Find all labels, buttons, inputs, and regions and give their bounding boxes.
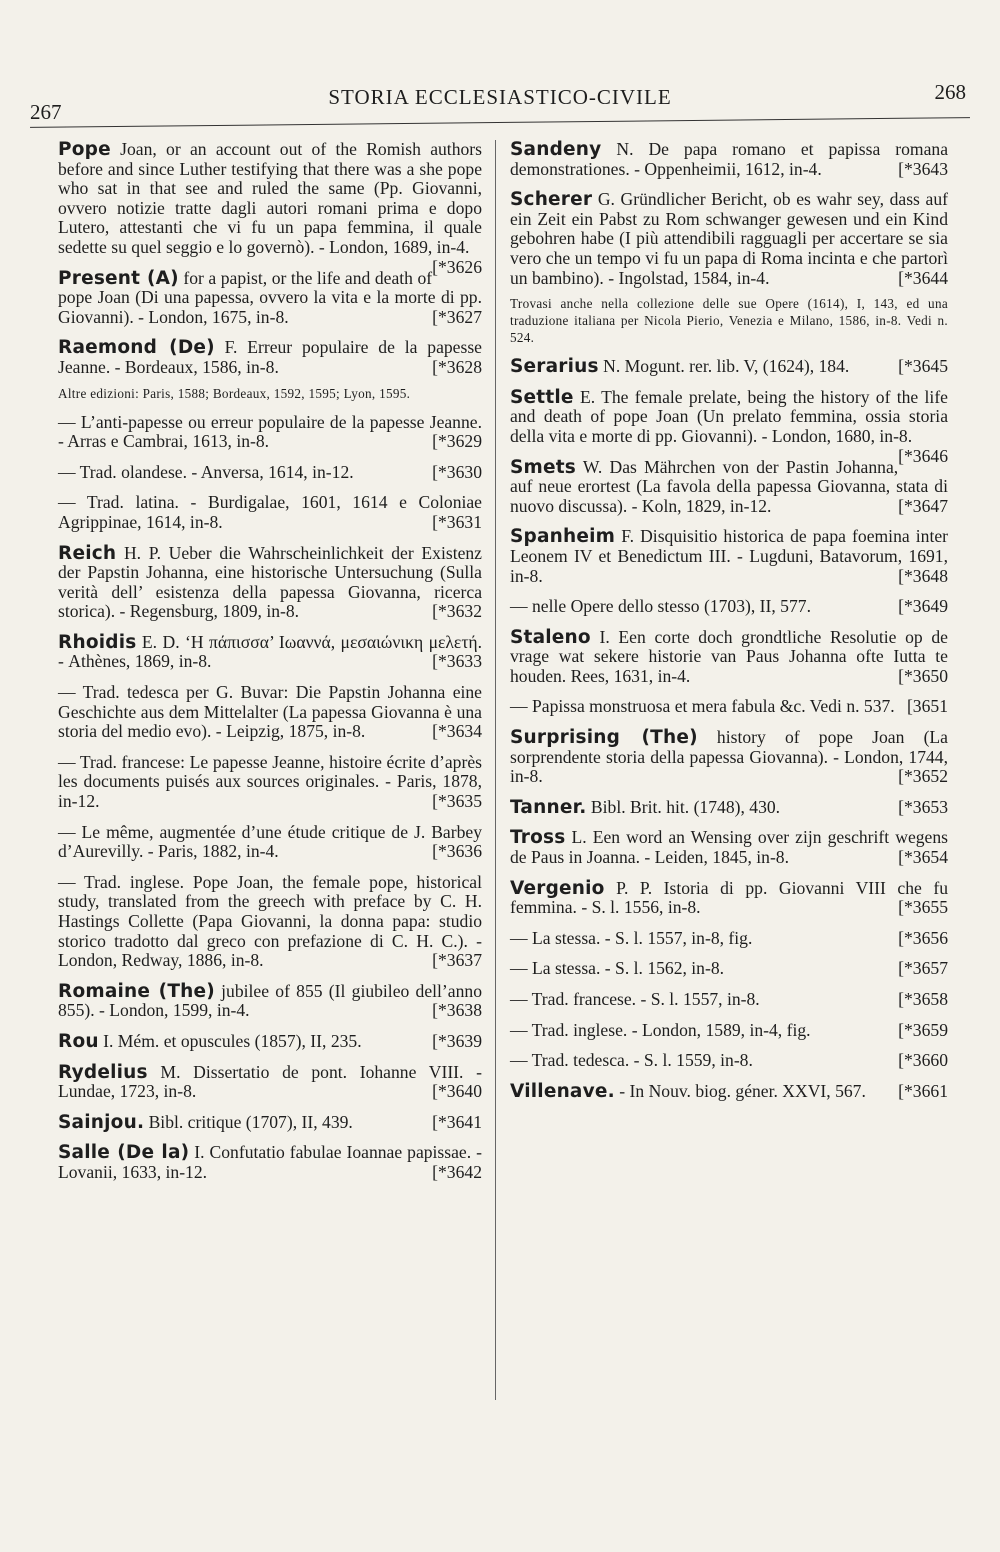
bibliography-entry	[510, 597, 948, 617]
entry-text: Bibl. Brit. hit. (1748), 430.	[586, 796, 781, 817]
entry-text: W. Das Mährchen von der Pastin Johanna, auf neue erortest (La favola della papessa Giovanna, stata di nuovo discussa). - Koln, 1829, in-12.	[510, 456, 948, 516]
entry-text: H. P. Ueber die Wahrscheinlichkeit der Existenz der Papstin Johanna, eine historische Untersuchung (Sulla verità dell’ esistenza della papessa Giovanna, ricerca storica). - Regensburg, 1809, in-8.	[58, 542, 482, 622]
entry-text: — Trad. tedesca. - S. l. 1559, in-8.	[510, 1050, 753, 1071]
entry-text: E. The female prelate, being the history of the life and death of pope Joan (Un prelato femmina, ossia storia della vita e morte di pp. Giovanni). - London, 1680, in-8.	[510, 386, 948, 446]
entry-number: [*3653	[898, 796, 948, 817]
entry-author: Staleno	[510, 626, 591, 648]
column-divider	[495, 140, 496, 1400]
entry-number: [*3633	[432, 651, 482, 672]
entry-number: [*3643	[898, 158, 948, 179]
bibliography-entry	[510, 386, 948, 466]
entry-number: [*3656	[898, 927, 948, 948]
bibliography-entry	[510, 1082, 948, 1102]
entry-author: Reich	[58, 542, 117, 564]
entry-author: Sainjou.	[58, 1111, 145, 1133]
running-title: STORIA ECCLESIASTICO-CIVILE	[328, 85, 672, 109]
bibliography-entry	[58, 683, 482, 742]
bibliography-entry	[58, 1063, 482, 1102]
entry-text: M. Dissertatio de pont. Iohanne VIII. - Lundae, 1723, in-8.	[58, 1061, 482, 1102]
bibliography-entry	[510, 1021, 948, 1041]
bibliography-entry	[510, 190, 948, 288]
entry-text: — nelle Opere dello stesso (1703), II, 577.	[510, 596, 811, 617]
entry-text: N. De papa romano et papissa romana demonstrationes. - Oppenheimii, 1612, in-4.	[510, 139, 948, 179]
entry-number: [*3639	[432, 1030, 482, 1051]
entry-text: — Trad. tedesca per G. Buvar: Die Papstin Johanna eine Geschichte aus dem Mittelalter (La papessa Giovanna è una storia del medio evo). - Leipzig, 1875, in-8.	[58, 682, 482, 742]
entry-text: — La stessa. - S. l. 1562, in-8.	[510, 958, 725, 979]
entry-number: [*3647	[898, 495, 948, 516]
entry-author: Tanner.	[510, 796, 587, 818]
entry-author: Villenave.	[510, 1080, 615, 1102]
entry-text: jubilee of 855 (Il giubileo dell’anno 855). - London, 1599, in-4.	[58, 980, 482, 1021]
entry-number: [*3638	[432, 1000, 482, 1021]
bibliography-entry	[58, 1032, 482, 1052]
entry-text: for a papist, or the life and death of pope Joan (Di una papessa, ovvero la vita e la morte di pp. Giovanni). - London, 1675, in-8.	[58, 267, 482, 327]
entry-text: I. Confutatio fabulae Ioannae papissae. - Lovanii, 1633, in-12.	[58, 1142, 482, 1182]
entry-text: E. D. ‘Η πάπισσα’ Ιωαννά, μεσαιώνικη μελετή. - Athènes, 1869, in-8.	[58, 631, 482, 672]
entry-author: Salle (De la)	[58, 1142, 190, 1164]
bibliography-entry	[58, 413, 482, 452]
entry-number: [*3659	[898, 1019, 948, 1040]
entry-author: Romaine (The)	[58, 980, 215, 1002]
entry-text: I. Een corte doch grondtliche Resolutie op de vrage wat sekere historie van Paus Johanna ofte Iutta te houden. Rees, 1631, in-4.	[510, 626, 948, 686]
bibliography-entry	[510, 1051, 948, 1071]
entry-author: Serarius	[510, 356, 599, 378]
entry-number: [*3635	[432, 791, 482, 812]
bibliography-entry	[58, 982, 482, 1021]
bibliography-entry	[58, 1143, 482, 1182]
entry-text: — Trad. francese: Le papesse Jeanne, histoire écrite d’après les documents puisés aux sources originales. - Paris, 1878, in-12.	[58, 751, 482, 812]
entry-number: [*3649	[898, 596, 948, 617]
entry-number: [*3632	[432, 601, 482, 622]
bibliography-entry	[510, 458, 948, 517]
entry-text: — La stessa. - S. l. 1557, in-8, fig.	[510, 927, 753, 948]
entry-number: [*3652	[898, 766, 948, 787]
entry-number: [*3648	[898, 565, 948, 586]
entry-text: Joan, or an account out of the Romish authors before and since Luther testifying that there was a she pope who sat in that see and ruled the same (Pp. Giovanni, ovvero notizie tratte dagli autori romani prima e dopo Lutero, attestanti che vi fu un papa femmina, il quale sedette su quel seggio e lo governò). - London, 1689, in-4.	[58, 139, 482, 257]
entry-text: F. Erreur populaire de la papesse Jeanne. - Bordeaux, 1586, in-8.	[58, 337, 482, 377]
entry-number: [*3645	[898, 356, 948, 377]
entry-number: [*3650	[898, 665, 948, 686]
bibliography-entry	[510, 140, 948, 179]
bibliography-entry	[510, 828, 948, 867]
entry-author: Surprising (The)	[510, 727, 698, 749]
entry-number: [3651	[906, 696, 948, 717]
footnote: Altre edizioni: Paris, 1588; Bordeaux, 1592, 1595; Lyon, 1595.	[58, 385, 411, 401]
entry-text: Bibl. critique (1707), II, 439.	[144, 1111, 353, 1132]
entry-text: history of pope Joan (La sorprendente storia della papessa Giovanna). - London, 1744, in-8.	[510, 727, 948, 787]
bibliography-entry	[58, 633, 482, 672]
bibliography-entry	[510, 527, 948, 586]
entry-text: — Trad. inglese. - London, 1589, in-4, fig.	[510, 1019, 811, 1040]
entry-text: — Trad. francese. - S. l. 1557, in-8.	[510, 989, 760, 1009]
entry-author: Present (A)	[58, 267, 179, 289]
entry-text: I. Mém. et opuscules (1857), II, 235.	[98, 1030, 362, 1051]
bibliography-entry	[58, 338, 482, 377]
entry-number: [*3642	[432, 1161, 482, 1182]
entry-number: [*3660	[898, 1050, 948, 1071]
entry-text: — Trad. olandese. - Anversa, 1614, in-12.	[58, 461, 354, 482]
bibliography-entry	[510, 628, 948, 687]
footnote: Trovasi anche nella collezione delle sue Opere (1614), I, 143, ed una traduzione italiana per Nicola Pierio, Venezia e Milano, 1586, in-8. Vedi n. 524.	[510, 296, 948, 346]
header-rule	[30, 117, 970, 128]
entry-number: [*3658	[898, 989, 948, 1009]
entry-text: - In Nouv. biog. géner. XXVI, 567.	[614, 1080, 866, 1101]
entry-number: [*3637	[432, 950, 482, 971]
bibliography-entry	[510, 697, 948, 717]
bibliography-entry	[58, 269, 482, 328]
entry-text: F. Disquisitio historica de papa foemina inter Leonem IV et Benedictum III. - Lugduni, Batavorum, 1691, in-8.	[510, 526, 948, 586]
bibliography-entry	[510, 929, 948, 949]
right-column	[510, 140, 948, 1112]
bibliography-entry	[510, 959, 948, 979]
left-page-number: 267	[30, 100, 62, 124]
bibliography-entry	[58, 873, 482, 971]
bibliography-entry	[510, 798, 948, 818]
entry-number: [*3629	[432, 431, 482, 452]
entry-number: [*3626	[432, 256, 482, 277]
entry-text: N. Mogunt. rer. lib. V, (1624), 184.	[598, 356, 850, 377]
entry-text: G. Gründlicher Bericht, ob es wahr sey, dass auf ein Zeit ein Pabst zu Rom schwanger gewesen und ein Kind gebohren habe (I più attendibili ragguagli per accertare se sia vero che un tempo vi fu un papa di Roma incinta e che partorì un bambino). - Ingolstad, 1584, in-4.	[510, 189, 948, 288]
entry-author: Raemond (De)	[58, 337, 215, 359]
entry-text: — Trad. inglese. Pope Joan, the female pope, historical study, translated from the greech with preface by C. H. Hastings Collette (Papa Giovanni, la donna papa: studio storico tradotto dal greco con prefazione di C. H. C.). - London, Redway, 1886, in-8.	[58, 871, 482, 971]
bibliography-entry	[510, 879, 948, 918]
bibliography-entry	[58, 823, 482, 862]
entry-number: [*3634	[432, 721, 482, 742]
entry-text: L. Een word an Wensing over zijn geschrift wegens de Paus in Joanna. - Leiden, 1845, in-8.	[510, 827, 948, 868]
bibliography-entry	[58, 463, 482, 483]
entry-author: Tross	[510, 827, 566, 849]
entry-number: [*3636	[432, 841, 482, 862]
entry-author: Rydelius	[58, 1061, 148, 1083]
entry-text: — Le même, augmentée d’une étude critique de J. Barbey d’Aurevilly. - Paris, 1882, in-4.	[58, 821, 482, 862]
bibliography-entry	[510, 357, 948, 377]
entry-number: [*3646	[898, 445, 948, 466]
bibliography-entry	[58, 1113, 482, 1133]
entry-author: Scherer	[510, 189, 593, 211]
entry-author: Vergenio	[510, 877, 605, 899]
entry-number: [*3627	[432, 306, 482, 327]
entry-author: Rou	[58, 1030, 99, 1052]
bibliography-entry	[510, 990, 948, 1010]
entry-number: [*3640	[432, 1081, 482, 1102]
left-column	[58, 140, 482, 1194]
entry-author: Spanheim	[510, 526, 616, 548]
bibliography-entry	[58, 493, 482, 532]
bibliography-entry	[510, 728, 948, 787]
entry-text: — Trad. latina. - Burdigalae, 1601, 1614 e Coloniae Agrippinae, 1614, in-8.	[58, 492, 482, 532]
right-page-number: 268	[934, 80, 966, 104]
entry-number: [*3654	[898, 847, 948, 868]
entry-number: [*3644	[898, 267, 948, 288]
bibliography-entry	[58, 139, 482, 277]
entry-number: [*3630	[432, 461, 482, 482]
entry-author: Settle	[510, 386, 574, 408]
entry-text: P. P. Istoria di pp. Giovanni VIII che fu femmina. - S. l. 1556, in-8.	[510, 877, 948, 918]
entry-number: [*3655	[898, 897, 948, 918]
entry-author: Pope	[58, 139, 111, 160]
bibliography-entry	[58, 753, 482, 812]
entry-number: [*3631	[432, 511, 482, 532]
entry-number: [*3641	[432, 1111, 482, 1132]
entry-text: — Papissa monstruosa et mera fabula &c. Vedi n. 537.	[510, 696, 895, 717]
entry-number: [*3661	[898, 1080, 948, 1101]
entry-number: [*3628	[432, 356, 482, 377]
entry-text: — L’anti-papesse ou erreur populaire de la papesse Jeanne. - Arras e Cambrai, 1613, in-8.	[58, 411, 482, 452]
entry-number: [*3657	[898, 958, 948, 979]
entry-author: Rhoidis	[58, 631, 137, 653]
entry-author: Sandeny	[510, 139, 602, 160]
bibliography-entry	[58, 544, 482, 622]
entry-author: Smets	[510, 456, 577, 478]
